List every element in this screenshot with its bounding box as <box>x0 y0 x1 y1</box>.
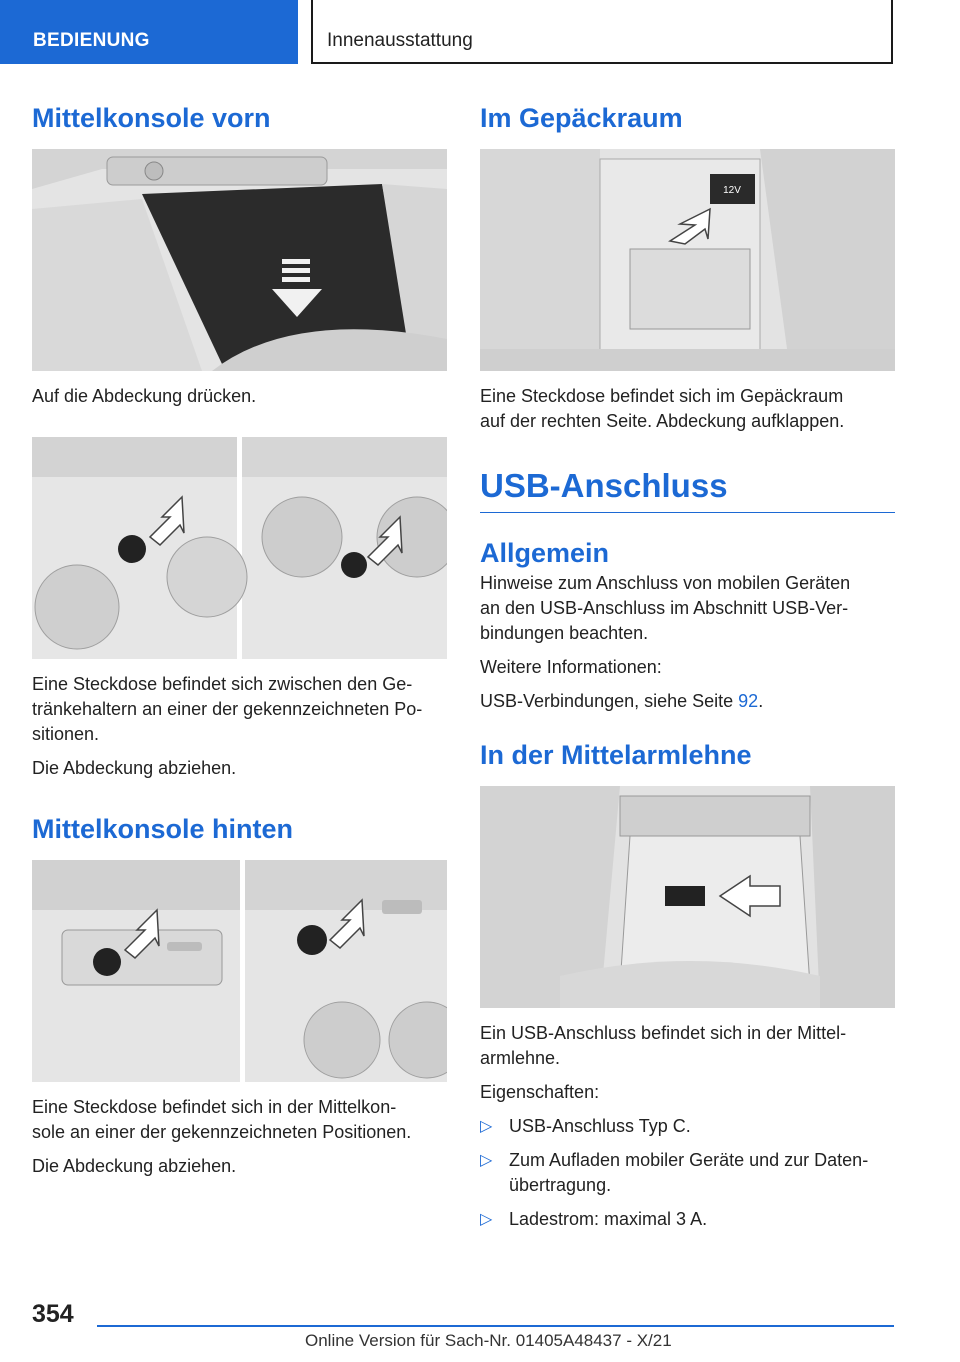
luggage-illustration <box>480 149 895 371</box>
text-usb-reference <box>480 689 895 714</box>
text-remove-cover-1: Die Abdeckung abziehen. <box>32 758 237 778</box>
header-chapter-label: Innenausstattung <box>327 30 473 51</box>
heading-usb: USB-Anschluss <box>480 464 895 513</box>
text-properties: Eigenschaften: <box>480 1082 600 1102</box>
list-item <box>480 1114 895 1139</box>
figure-armrest-usb <box>480 786 895 1008</box>
text-luggage-line-2: auf der rechten Seite. Abdeckung aufklappen. <box>480 411 845 431</box>
text-socket-line-2: tränkehaltern an einer der gekennzeichneten Po- <box>32 699 423 719</box>
page-number: 354 <box>32 1300 74 1328</box>
text-remove-cover-2: Die Abdeckung abziehen. <box>32 1156 237 1176</box>
text-rear-socket-line-2: sole an einer der gekennzeichneten Positionen. <box>32 1122 412 1142</box>
header-section-label: BEDIENUNG <box>33 30 150 51</box>
text-press-cover: Auf die Abdeckung drücken. <box>32 386 257 406</box>
badge-12v: 12V <box>723 185 741 196</box>
front-console-illustration <box>32 149 447 371</box>
armrest-illustration <box>480 786 895 1008</box>
triangle-bullet-icon: ▷ <box>480 1118 493 1135</box>
reference-end: . <box>758 691 764 711</box>
figure-front-cupholders <box>32 437 447 659</box>
left-column <box>32 100 447 1179</box>
figure-rear-console <box>32 860 447 1082</box>
triangle-bullet-icon: ▷ <box>480 1152 493 1169</box>
list-item-text: Zum Aufladen mobiler Geräte und zur Daten- <box>509 1150 869 1170</box>
text-rear-socket-line-1: Eine Steckdose befindet sich in der Mittelkon- <box>32 1097 397 1117</box>
header-section-tab <box>0 0 298 64</box>
heading-rear-console: Mittelkonsole hinten <box>32 814 294 844</box>
list-item-text: Ladestrom: maximal 3 A. <box>509 1209 708 1229</box>
cupholder-illustration <box>32 437 447 659</box>
text-general-line-2: an den USB-Anschluss im Abschnitt USB-Ver- <box>480 598 849 618</box>
text-socket-line-3: sitionen. <box>32 724 100 744</box>
heading-front-console: Mittelkonsole vorn <box>32 103 271 133</box>
text-general-line-1: Hinweise zum Anschluss von mobilen Geräten <box>480 573 851 593</box>
footer-online-version: Online Version für Sach-Nr. 01405A48437 - X/21 <box>305 1331 672 1350</box>
header-chapter-box <box>311 0 893 64</box>
footer-divider <box>97 1325 894 1327</box>
right-column <box>480 100 895 1232</box>
list-item-text-cont: übertragung. <box>509 1175 612 1195</box>
list-item-text: USB-Anschluss Typ C. <box>509 1116 691 1136</box>
properties-list <box>480 1114 895 1232</box>
triangle-bullet-icon: ▷ <box>480 1211 493 1228</box>
figure-front-console-cover <box>32 149 447 371</box>
heading-general: Allgemein <box>480 538 610 568</box>
page-link-92[interactable]: 92 <box>738 691 759 711</box>
reference-text: USB-Verbindungen, siehe Seite <box>480 691 739 711</box>
list-item <box>480 1148 895 1198</box>
heading-luggage: Im Gepäckraum <box>480 103 683 133</box>
text-socket-line-1: Eine Steckdose befindet sich zwischen den Ge- <box>32 674 413 694</box>
text-armrest-line-2: armlehne. <box>480 1048 561 1068</box>
text-luggage-line-1: Eine Steckdose befindet sich im Gepäckraum <box>480 386 844 406</box>
text-more-info: Weitere Informationen: <box>480 657 662 677</box>
text-general-line-3: bindungen beachten. <box>480 623 649 643</box>
text-armrest-line-1: Ein USB-Anschluss befindet sich in der Mittel- <box>480 1023 847 1043</box>
list-item <box>480 1207 895 1232</box>
heading-armrest: In der Mittelarmlehne <box>480 740 752 770</box>
rear-console-illustration <box>32 860 447 1082</box>
figure-luggage-socket <box>480 149 895 371</box>
